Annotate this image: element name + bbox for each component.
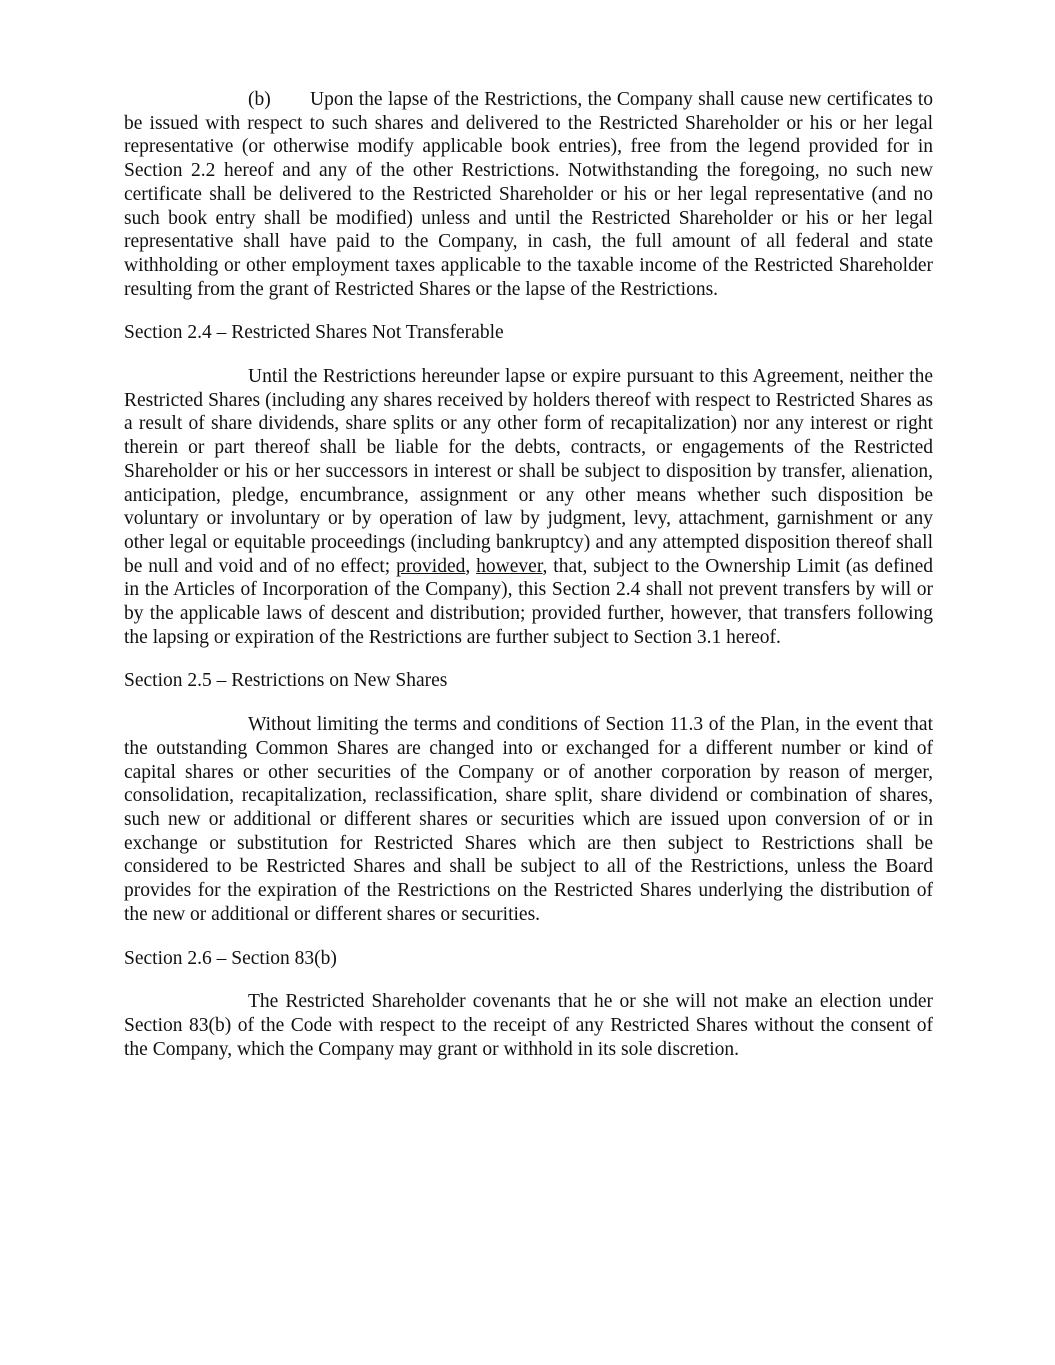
paragraph-b <box>124 88 933 301</box>
section-2-4-text-part2: , that, subject to the Ownership Limit (as defined in the Articles of Incorporation of the Company), this Section 2.4 shall not prevent transfers by will or by the applicable laws of descent and distribution; provided further, however, that transfers following the lapsing or expiration of the Restrictions are further subject to Section 3.1 hereof. <box>124 555 934 648</box>
section-2-4-paragraph <box>124 365 933 649</box>
section-2-4-text-part1: Until the Restrictions hereunder lapse or expire pursuant to this Agreement, neither the Restricted Shares (including any shares received by holders thereof with respect to Restricted Shares as a result of share dividends, share splits or any other form of recapitalization) nor any interest or right therein or part thereof shall be liable for the debts, contracts, or engagements of the Restricted Shareholder or his or her successors in interest or shall be subject to disposition by transfer, alienation, anticipation, pledge, encumbrance, assignment or any other means whether such disposition be voluntary or involuntary or by operation of law by judgment, levy, attachment, garnishment or any other legal or equitable proceedings (including bankruptcy) and any attempted disposition thereof shall be null and void and of no effect; <box>124 366 933 577</box>
paragraph-b-label: (b) <box>248 89 271 110</box>
paragraph-b-text: Upon the lapse of the Restrictions, the Company shall cause new certificates to be issued with respect to such shares and delivered to the Restricted Shareholder or his or her legal representative (or otherwise modify applicable book entries), free from the legend provided for in Section 2.2 hereof and any of the other Restrictions. Notwithstanding the foregoing, no such new certificate shall be delivered to the Restricted Shareholder or his or her legal representative (and no such book entry shall be modified) unless and until the Restricted Shareholder or his or her legal representative shall have paid to the Company, in cash, the full amount of all federal and state withholding or other employment taxes applicable to the taxable income of the Restricted Shareholder resulting from the grant of Restricted Shares or the lapse of the Restrictions. <box>124 89 933 300</box>
section-2-5-paragraph: Without limiting the terms and conditions of Section 11.3 of the Plan, in the event that the outstanding Common Shares are changed into or exchanged for a different number or kind of capital shares or other securities of the Company or of another corporation by reason of merger, consolidation, recapitalization, reclassification, share split, share dividend or combination of shares, such new or additional or different shares or securities which are issued upon conversion of or in exchange or substitution for Restricted Shares which are then subject to Restrictions shall be considered to be Restricted Shares and shall be subject to all of the Restrictions, unless the Board provides for the expiration of the Restrictions on the Restricted Shares underlying the distribution of the new or additional or different shares or securities. <box>124 714 933 925</box>
section-2-6-heading: Section 2.6 – Section 83(b) <box>124 947 337 969</box>
however-underlined: however <box>476 555 543 577</box>
section-2-6-paragraph: The Restricted Shareholder covenants that he or she will not make an election under Section 83(b) of the Code with respect to the receipt of any Restricted Shares without the consent of the Company, which the Company may grant or withhold in its sole discretion. <box>124 991 933 1060</box>
section-2-4-heading: Section 2.4 – Restricted Shares Not Transferable <box>124 322 504 344</box>
document-page <box>124 88 933 1081</box>
comma-separator: , <box>465 555 477 577</box>
section-2-5-heading: Section 2.5 – Restrictions on New Shares <box>124 670 448 692</box>
provided-underlined: provided <box>396 555 466 577</box>
